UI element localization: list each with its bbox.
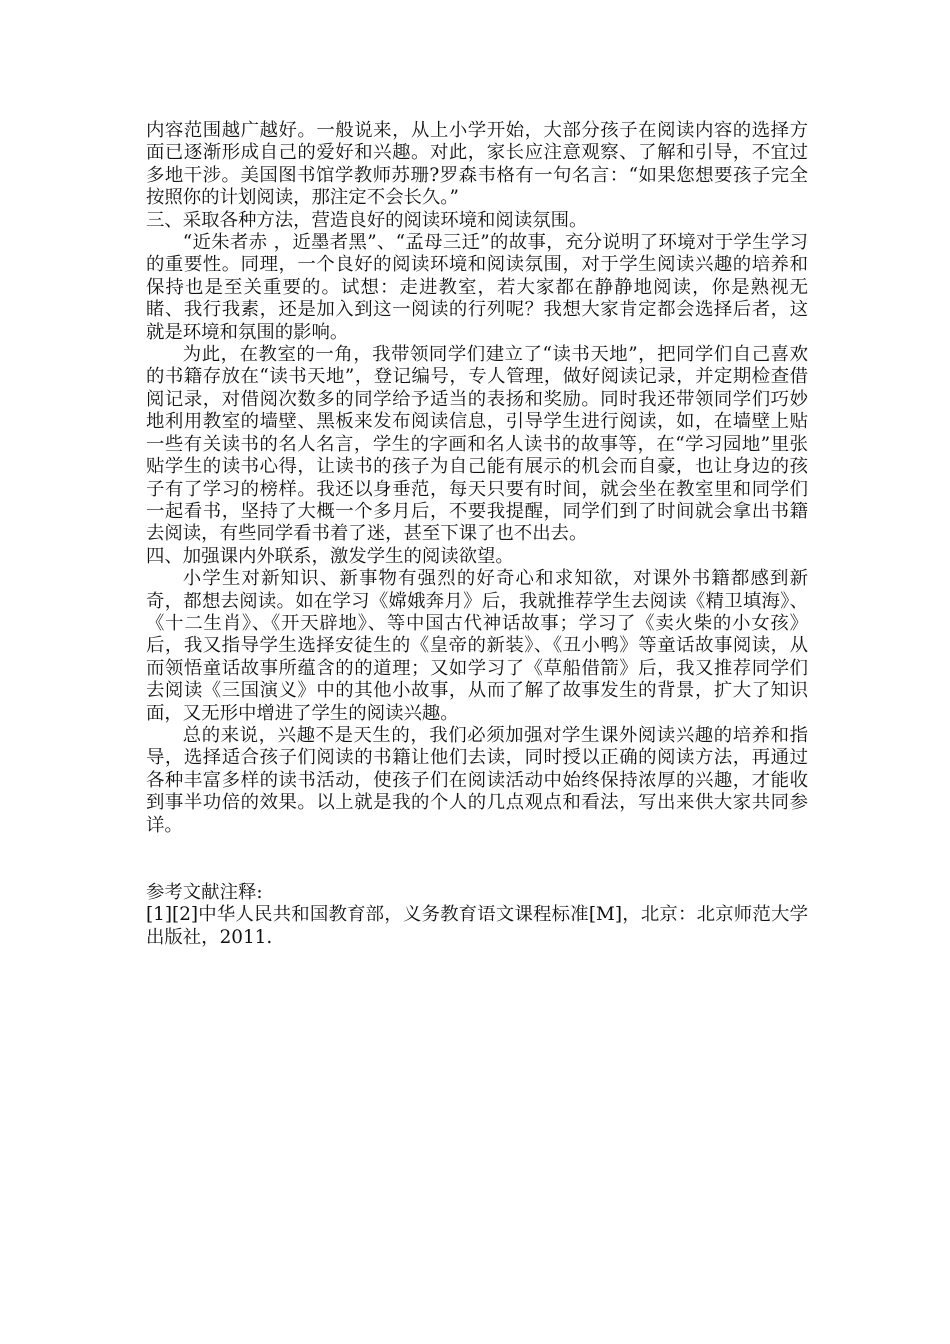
document-page [146, 120, 808, 949]
section-4-paragraph-1: 小学生对新知识、新事物有强烈的好奇心和求知欲，对课外书籍都感到新奇，都想去阅读。如在学习《嫦娥奔月》后，我就推荐学生去阅读《精卫填海》、《十二生肖》、《开天辟地》、等中国古代神话故事；学习了《卖火柴的小女孩》后，我又指导学生选择安徒生的《皇帝的新装》、《丑小鸭》等童话故事阅读，从而领悟童话故事所蕴含的的道理；又如学习了《草船借箭》后，我又推荐同学们去阅读《三国演义》中的其他小故事，从而了解了故事发生的背景，扩大了知识面，又无形中增进了学生的阅读兴趣。 [146, 568, 808, 724]
section-4-heading: 四、加强课内外联系，激发学生的阅读欲望。 [146, 545, 514, 567]
section-3-heading: 三、采取各种方法，营造良好的阅读环境和阅读氛围。 [146, 209, 588, 231]
references-title: 参考文献注释: [146, 882, 263, 903]
section-3-paragraph-2: 为此，在教室的一角，我带领同学们建立了“读书天地”，把同学们自己喜欢的书籍存放在“读书天地”，登记编号，专人管理，做好阅读记录，并定期检查借阅记录，对借阅次数多的同学给予适当的表扬和奖励。同时我还带领同学们巧妙地利用教室的墙壁、黑板来发布阅读信息，引导学生进行阅读，如，在墙壁上贴一些有关读书的名人名言，学生的字画和名人读书的故事等，在“学习园地”里张贴学生的读书心得，让读书的孩子为自己能有展示的机会而自豪，也让身边的孩子有了学习的榜样。我还以身垂范，每天只要有时间，就会坐在教室里和同学们一起看书，坚持了大概一个多月后，不要我提醒，同学们到了时间就会拿出书籍去阅读，有些同学看书着了迷，甚至下课了也不出去。 [146, 344, 808, 545]
conclusion-paragraph: 总的来说，兴趣不是天生的，我们必须加强对学生课外阅读兴趣的培养和指导，选择适合孩子们阅读的书籍让他们去读，同时授以正确的阅读方法，再通过各种丰富多样的读书活动，使孩子们在阅读活动中始终保持浓厚的兴趣，才能收到事半功倍的效果。以上就是我的个人的几点观点和看法，写出来供大家共同参详。 [146, 724, 808, 836]
section-spacer [146, 837, 808, 882]
section-3-paragraph-1: “近朱者赤 ，近墨者黑”、“孟母三迁”的故事，充分说明了环境对于学生学习的重要性。同理，一个良好的阅读环境和阅读氛围，对于学生阅读兴趣的培养和保持也是至关重要的。试想：走进教室，若大家都在静静地阅读，你是熟视无睹、我行我素，还是加入到这一阅读的行列呢？我想大家肯定都会选择后者，这就是环境和氛围的影响。 [146, 232, 808, 343]
reference-item: [1][2]中华人民共和国教育部，义务教育语文课程标准[M]，北京：北京师范大学出版社，2011. [146, 904, 808, 948]
intro-paragraph: 内容范围越广越好。一般说来，从上小学开始，大部分孩子在阅读内容的选择方面已逐渐形成自己的爱好和兴趣。对此，家长应注意观察、了解和引导，不宜过多地干涉。美国图书馆学教师苏珊?罗森韦格有一句名言：“如果您想要孩子完全按照你的计划阅读，那注定不会长久。” [146, 120, 808, 209]
